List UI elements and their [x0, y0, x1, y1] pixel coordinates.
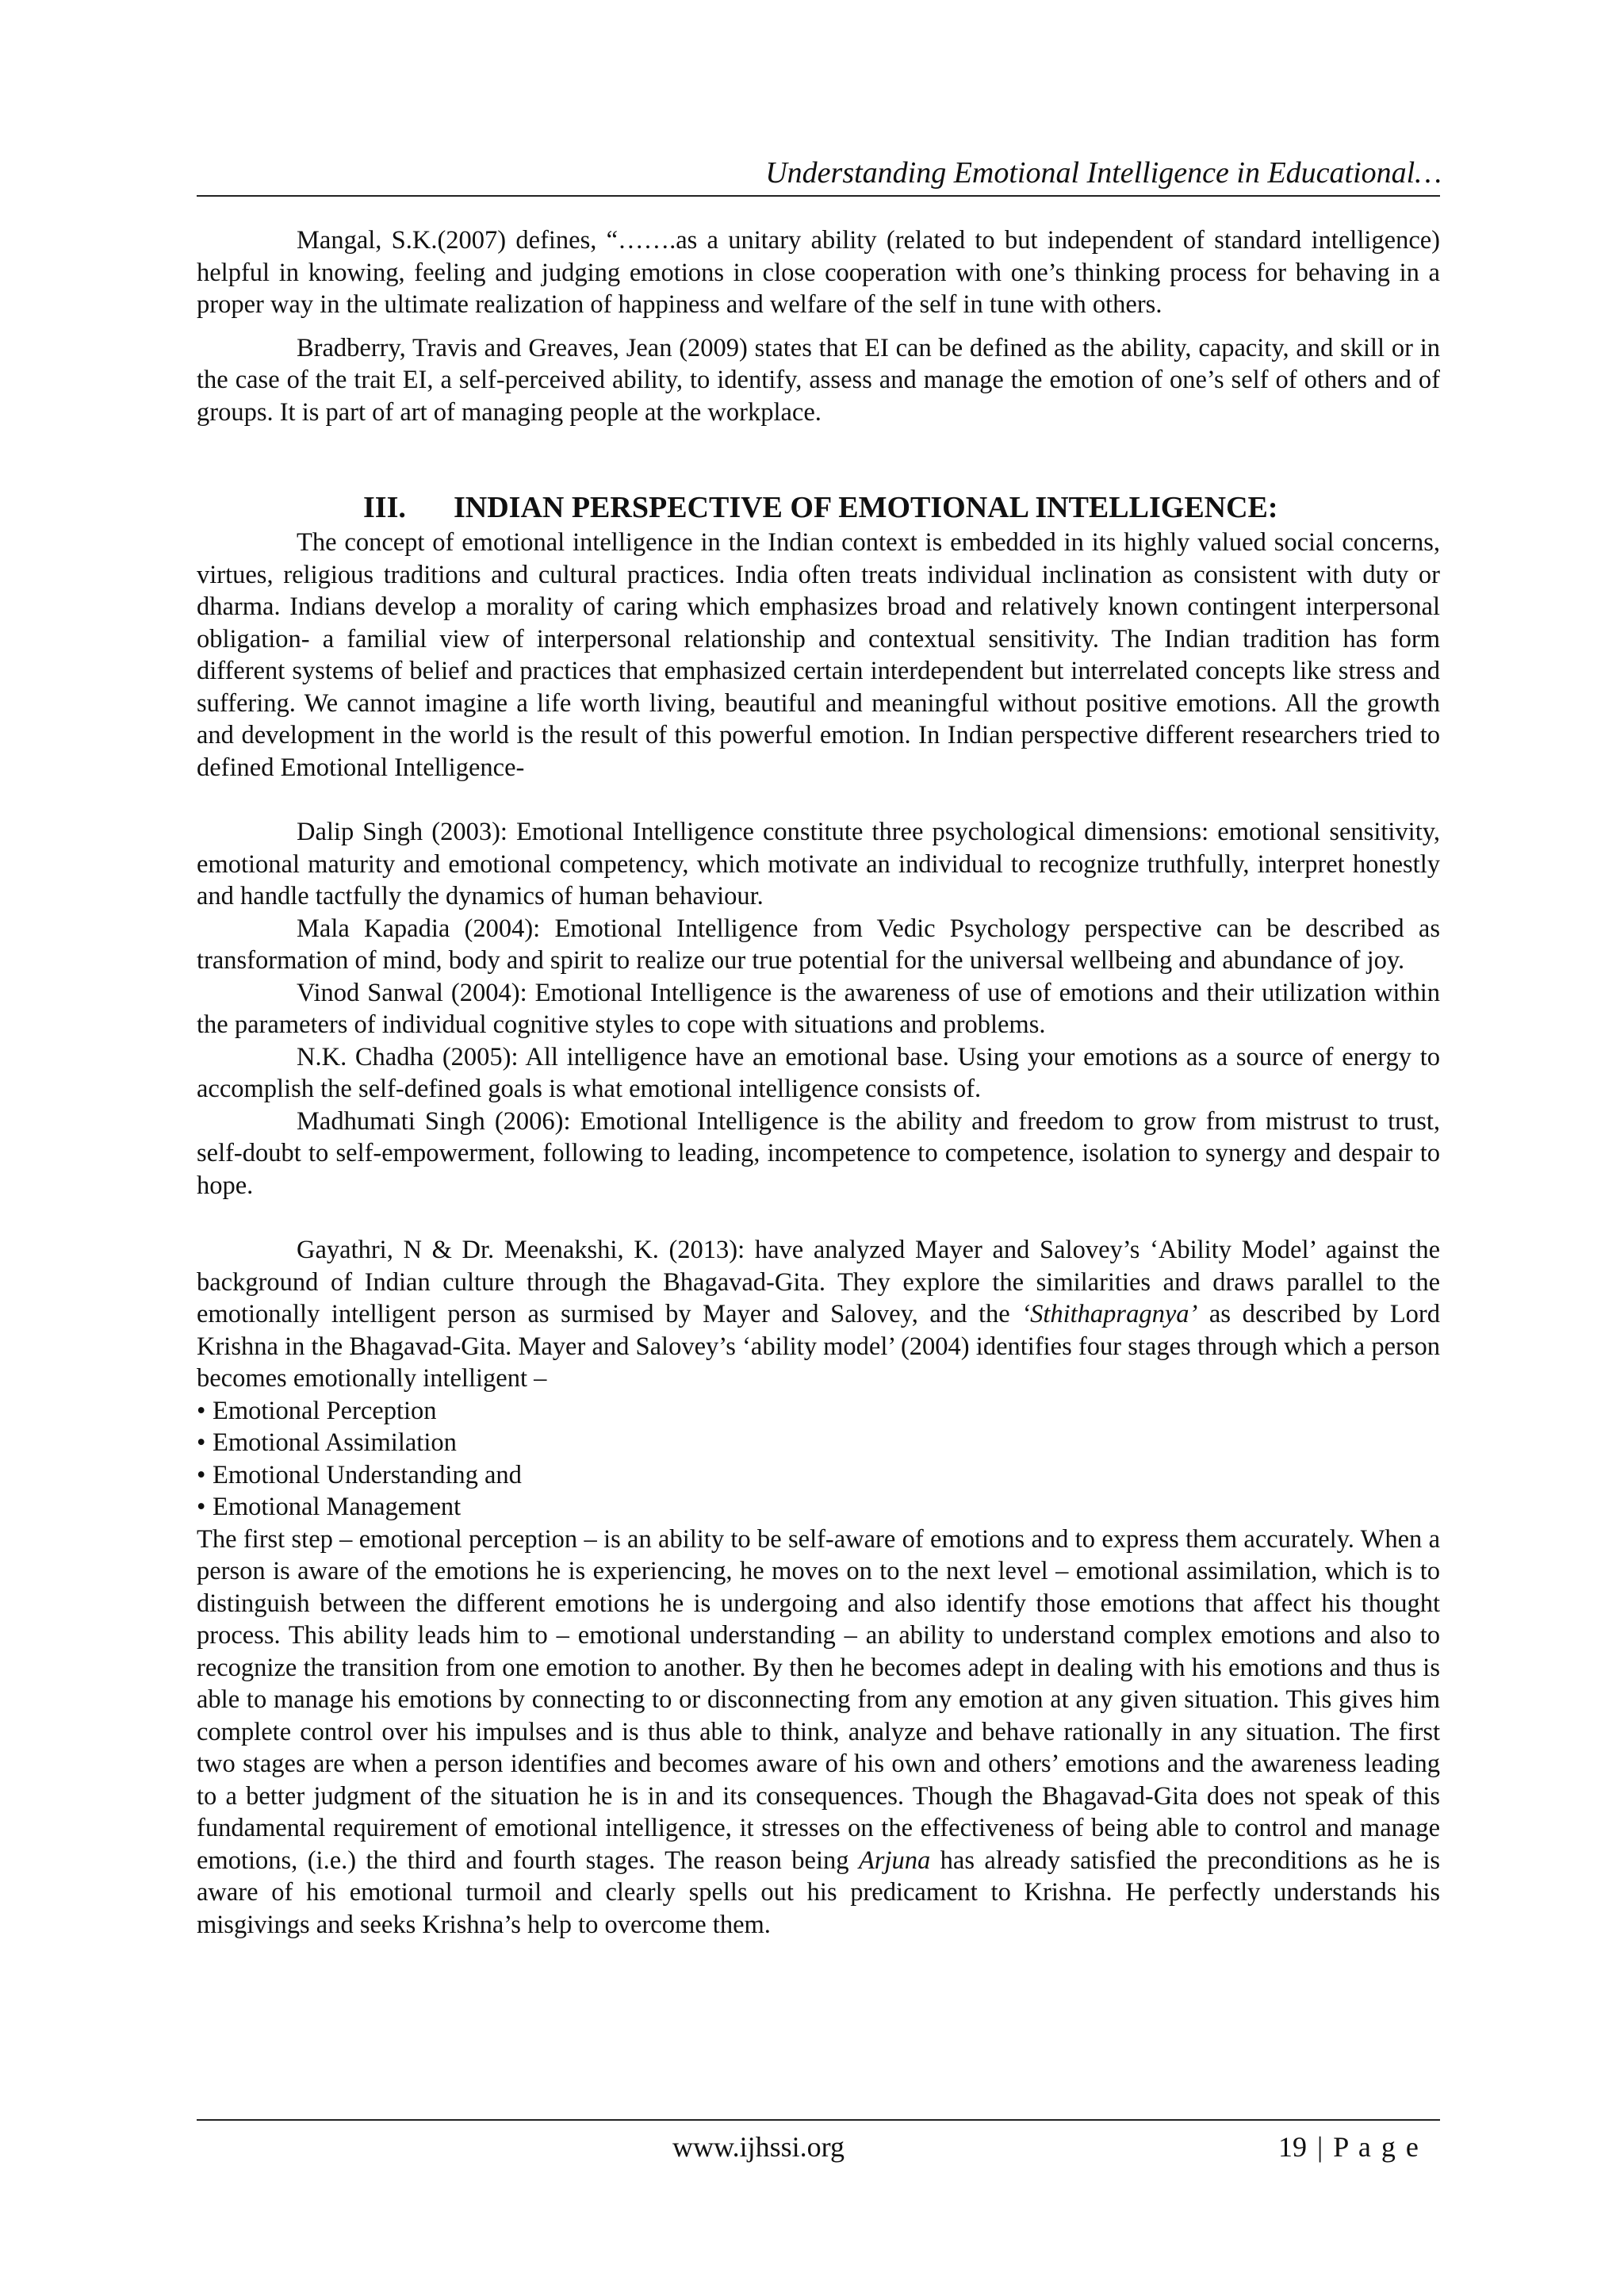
- paragraph-mangal: Mangal, S.K.(2007) defines, “…….as a unitary ability (related to but independent of standard intelligence) helpful in knowing, feeling and judging emotions in close cooperation with one’s thinking process for behaving in a proper way in the ultimate realization of happiness and welfare of the self in tune with others.: [197, 226, 1440, 319]
- bullet-label: Emotional Perception: [213, 1396, 437, 1425]
- section-heading: [197, 490, 1440, 525]
- bullet-label: Emotional Management: [213, 1493, 462, 1521]
- paragraph-dalip-singh: Dalip Singh (2003): Emotional Intelligence constitute three psychological dimensions: emotional sensitivity, emotional maturity and emotional competency, which motivate an individual to recognize truthfully, interpret honestly and handle tactfully the dynamics of human behaviour.: [197, 818, 1440, 910]
- bullet-symbol: •: [197, 1428, 206, 1457]
- footer-page-number: 19 | P a g e: [1278, 2131, 1419, 2163]
- bullet-item: [197, 1395, 1440, 1428]
- arjuna-term: Arjuna: [858, 1846, 931, 1875]
- section-title: INDIAN PERSPECTIVE OF EMOTIONAL INTELLIGENCE:: [454, 491, 1278, 524]
- paragraph-vinod-sanwal: Vinod Sanwal (2004): Emotional Intelligence is the awareness of use of emotions and their utilization within the parameters of individual cognitive styles to cope with situations and problems.: [197, 978, 1440, 1039]
- paragraph-nk-chadha: N.K. Chadha (2005): All intelligence have an emotional base. Using your emotions as a source of energy to accomplish the self-defined goals is what emotional intelligence consists of.: [197, 1042, 1440, 1103]
- body-text: [197, 224, 1440, 1941]
- running-header-title: Understanding Emotional Intelligence in Educational…: [765, 156, 1442, 190]
- section-number: III.: [363, 491, 406, 524]
- footer-rule: [197, 2119, 1440, 2121]
- header-rule: [197, 195, 1440, 197]
- section-gap: [197, 428, 1440, 490]
- bullet-item: [197, 1491, 1440, 1524]
- footer-url: www.ijhssi.org: [672, 2131, 845, 2163]
- bullet-item: [197, 1427, 1440, 1459]
- bullet-label: Emotional Understanding and: [213, 1460, 522, 1489]
- paragraph-gap: [197, 1202, 1440, 1234]
- bullet-label: Emotional Assimilation: [213, 1428, 457, 1457]
- paragraph-mala-kapadia: Mala Kapadia (2004): Emotional Intelligence from Vedic Psychology perspective can be described as transformation of mind, body and spirit to realize our true potential for the universal wellbeing and abundance of joy.: [197, 914, 1440, 975]
- gayathri-text-start: Gayathri, N & Dr. Meenakshi, K. (2013): have analyzed Mayer and Salovey’s ‘Ability Model’ against the background of Indian culture through the Bhagavad-Gita. They explore the similarities and draws parallel to the emotionally intelligent person as surmised by Mayer and Salovey, and the: [197, 1236, 1440, 1328]
- gayathri-text-end: as described by Lord Krishna in the Bhagavad-Gita. Mayer and Salovey’s ‘ability model’ (2004) identifies four stages through which a person becomes emotionally intelligent –: [197, 1300, 1440, 1393]
- paragraph-gayathri: [197, 1234, 1440, 1395]
- bullet-symbol: •: [197, 1396, 206, 1425]
- paragraph-gap: [197, 784, 1440, 816]
- closing-text-end: has already satisfied the preconditions as he is aware of his emotional turmoil and clearly spells out his predicament to Krishna. He perfectly understands his misgivings and seeks Krishna’s help to overcome them.: [197, 1846, 1440, 1939]
- closing-text-start: The first step – emotional perception – is an ability to be self-aware of emotions and to express them accurately. When a person is aware of the emotions he is experiencing, he moves on to the next level – emotional assimilation, which is to distinguish between the different emotions he is undergoing and also identify those emotions that affect his thought process. This ability leads him to – emotional understanding – an ability to understand complex emotions and also to recognize the transition from one emotion to another. By then he becomes adept in dealing with his emotions and thus is able to manage his emotions by connecting to or disconnecting from any emotion at any given situation. This gives him complete control over his impulses and is thus able to think, analyze and behave rationally in any situation. The first two stages are when a person identifies and becomes aware of his own and others’ emotions and the awareness leading to a better judgment of the situation he is in and its consequences. Though the Bhagavad-Gita does not speak of this fundamental requirement of emotional intelligence, it stresses on the effectiveness of being able to control and manage emotions, (i.e.) the third and fourth stages. The reason being: [197, 1524, 1440, 1875]
- paragraph-closing: [197, 1524, 1440, 1941]
- bullet-symbol: •: [197, 1493, 206, 1521]
- paragraph-gap: [197, 321, 1440, 332]
- paragraph-bradberry: Bradberry, Travis and Greaves, Jean (2009) states that EI can be defined as the ability, capacity, and skill or in the case of the trait EI, a self-perceived ability, to identify, assess and manage the emotion of one’s self of others and of groups. It is part of art of managing people at the workplace.: [197, 333, 1440, 427]
- sthithapragnya-term: ‘Sthithapragnya’: [1021, 1300, 1198, 1328]
- bullet-symbol: •: [197, 1460, 206, 1489]
- paragraph-indian-intro: The concept of emotional intelligence in the Indian context is embedded in its highly valued social concerns, virtues, religious traditions and cultural practices. India often treats individual inclination as consistent with duty or dharma. Indians develop a morality of caring which emphasizes broad and relatively known contingent interpersonal obligation- a familial view of interpersonal relationship and contextual sensitivity. The Indian tradition has form different systems of belief and practices that emphasized certain interdependent but interrelated concepts like stress and suffering. We cannot imagine a life worth living, beautiful and meaningful without positive emotions. All the growth and development in the world is the result of this powerful emotion. In Indian perspective different researchers tried to defined Emotional Intelligence-: [197, 528, 1440, 782]
- paragraph-madhumati-singh: Madhumati Singh (2006): Emotional Intelligence is the ability and freedom to grow from mistrust to trust, self-doubt to self-empowerment, following to leading, incompetence to competence, isolation to synergy and despair to hope.: [197, 1106, 1440, 1200]
- bullet-item: [197, 1459, 1440, 1492]
